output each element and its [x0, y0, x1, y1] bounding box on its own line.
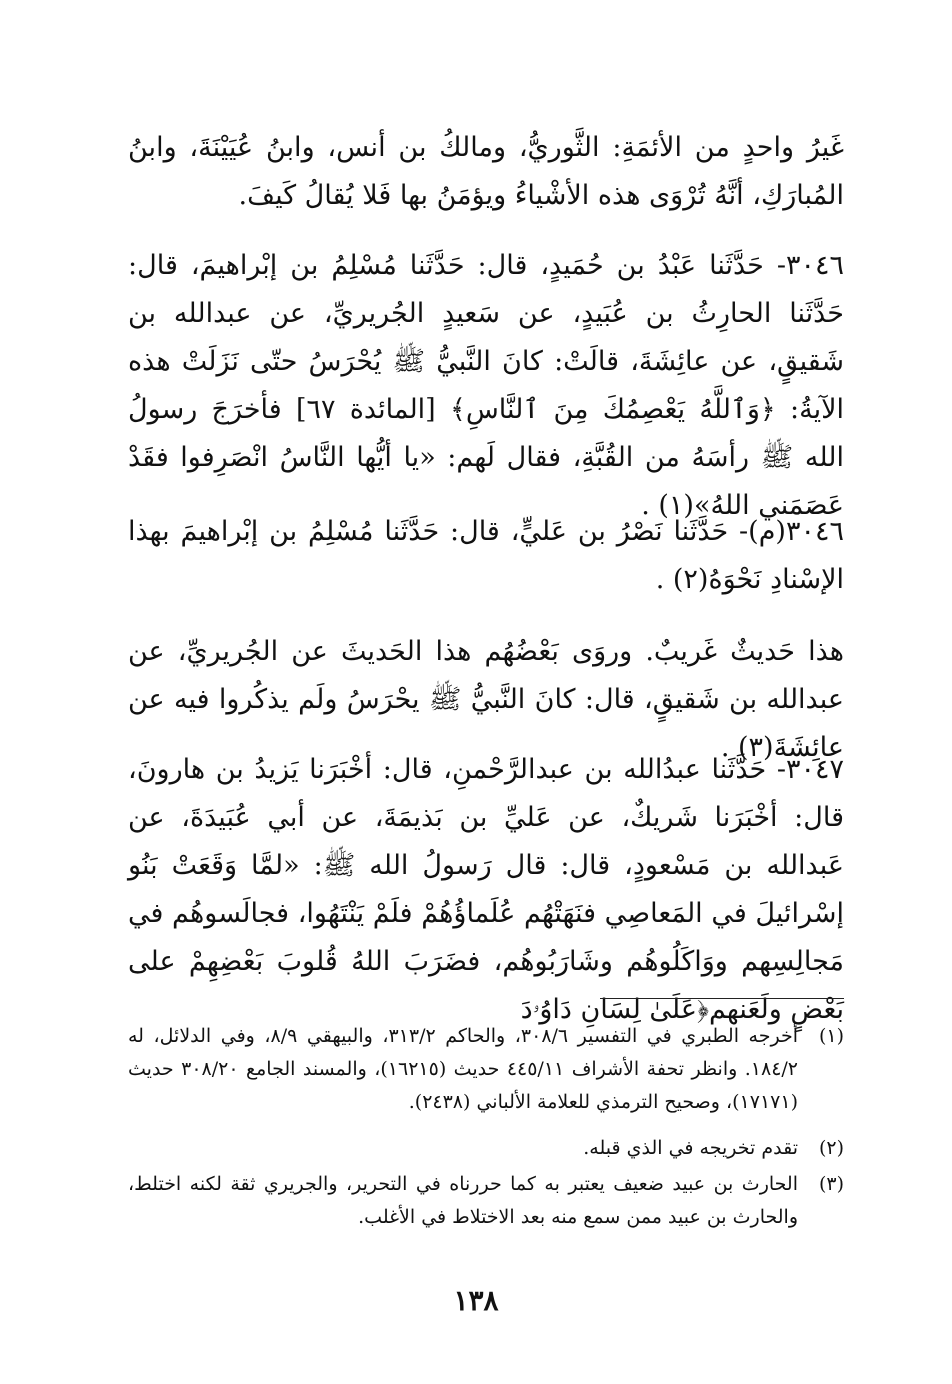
footnote-number: (٣)	[818, 1173, 844, 1195]
footnote-text: أخرجه الطبري في التفسير ٣٠٨/٦، والحاكم ٣١٣/٢، والبيهقي ٨/٩، وفي الدلائل، له ١٨٤/٢. وانظر تحفة الأشراف ٤٤٥/١١ حديث (١٦٢١٥)، والمسند الجامع ٣٠٨/٢٠ حديث (١٧١٧١)، وصحيح الترمذي للعلامة الألباني (٢٤٣٨).	[128, 1025, 799, 1113]
page-number: ١٣٨	[453, 1284, 499, 1317]
footnote-text: الحارث بن عبيد ضعيف يعتبر به كما حررناه في التحرير، والجريري ثقة لكنه اختلط، والحارث بن عبيد ممن سمع منه بعد الاختلاط في الأغلب.	[128, 1173, 798, 1228]
commentary-paragraph: هذا حَديثٌ غَريبٌ. وروَى بَعْضُهُم هذا الحَديثَ عن الجُريريِّ، عن عبدالله بن شَقيقٍ، قال: كانَ النَّبيُّ ﷺ يحْرَسُ ولَم يذكُروا فيه عن عائِشَةَ(٣) .	[128, 636, 844, 763]
hadith-3046-m: ٣٠٤٦(م)- حَدَّثَنا نَصْرُ بن عَليٍّ، قال: حَدَّثَنا مُسْلِمُ بن إبْراهيمَ بهذا الإسْنادِ نَحْوَهُ(٢) .	[128, 516, 844, 595]
footnote-number: (١)	[818, 1025, 844, 1047]
footnote-text: تقدم تخريجه في الذي قبله.	[583, 1137, 798, 1159]
paragraph-intro-continuation: غَيرُ واحدٍ من الأئمَةِ: الثَّوريُّ، ومالكُ بن أنس، وابنُ عُيَيْنَةَ، وابنُ المُبارَكِ، أنَّهُ تُرْوَى هذه الأشْياءُ ويؤمَنُ بها فَلا يُقالُ كَيفَ.	[128, 132, 844, 211]
footnote-divider	[600, 998, 844, 999]
footnote-2	[128, 1132, 844, 1165]
footnote-1	[128, 1020, 844, 1119]
footnote-3	[128, 1168, 844, 1234]
hadith-3047: ٣٠٤٧- حَدَّثَنا عبدُالله بن عبدالرَّحْمنِ، قال: أخْبَرَنا يَزيدُ بن هارونَ، قال: أخْبَرَنا شَريكٌ، عن عَليِّ بن بَذيمَةَ، عن أبي عُبَيدَةَ، عن عَبدالله بن مَسْعودٍ، قال: قال رَسولُ الله ﷺ: «لمَّا وَقَعَتْ بَنُو إسْرائيلَ في المَعاصِي فنَهَتْهُم عُلَماؤُهُمْ فلَمْ يَنْتَهُوا، فجالَسوهُم في مَجالِسِهم ووَاكَلُوهُم وشَارَبُوهُم، فضَرَبَ اللهُ قُلوبَ بَعْضِهِمْ على بَعْضٍ ولَعَنهم﴿عَلَىٰ لِسَانِ دَاوُۥدَ	[128, 754, 844, 1025]
hadith-3046: ٣٠٤٦- حَدَّثَنا عَبْدُ بن حُمَيدٍ، قال: حَدَّثَنا مُسْلِمُ بن إبْراهيمَ، قال: حَدَّثَنا الحارِثُ بن عُبَيدٍ، عن سَعيدٍ الجُريريِّ، عن عبدالله بن شَقيقٍ، عن عائِشَةَ، قالَتْ: كانَ النَّبيُّ ﷺ يُحْرَسُ حتّى نَزَلَتْ هذه الآيةُ: ﴿وَٱللَّهُ يَعْصِمُكَ مِنَ ٱلنَّاسِ﴾ [المائدة ٦٧] فأخرَجَ رسولُ الله ﷺ رأسَهُ من القُبَّةِ، فقال لَهم: «يا أيُّها النَّاسُ انْصَرِفوا فقَدْ عَصَمَني اللهُ»(١) .	[128, 250, 844, 521]
footnote-number: (٢)	[818, 1137, 844, 1159]
